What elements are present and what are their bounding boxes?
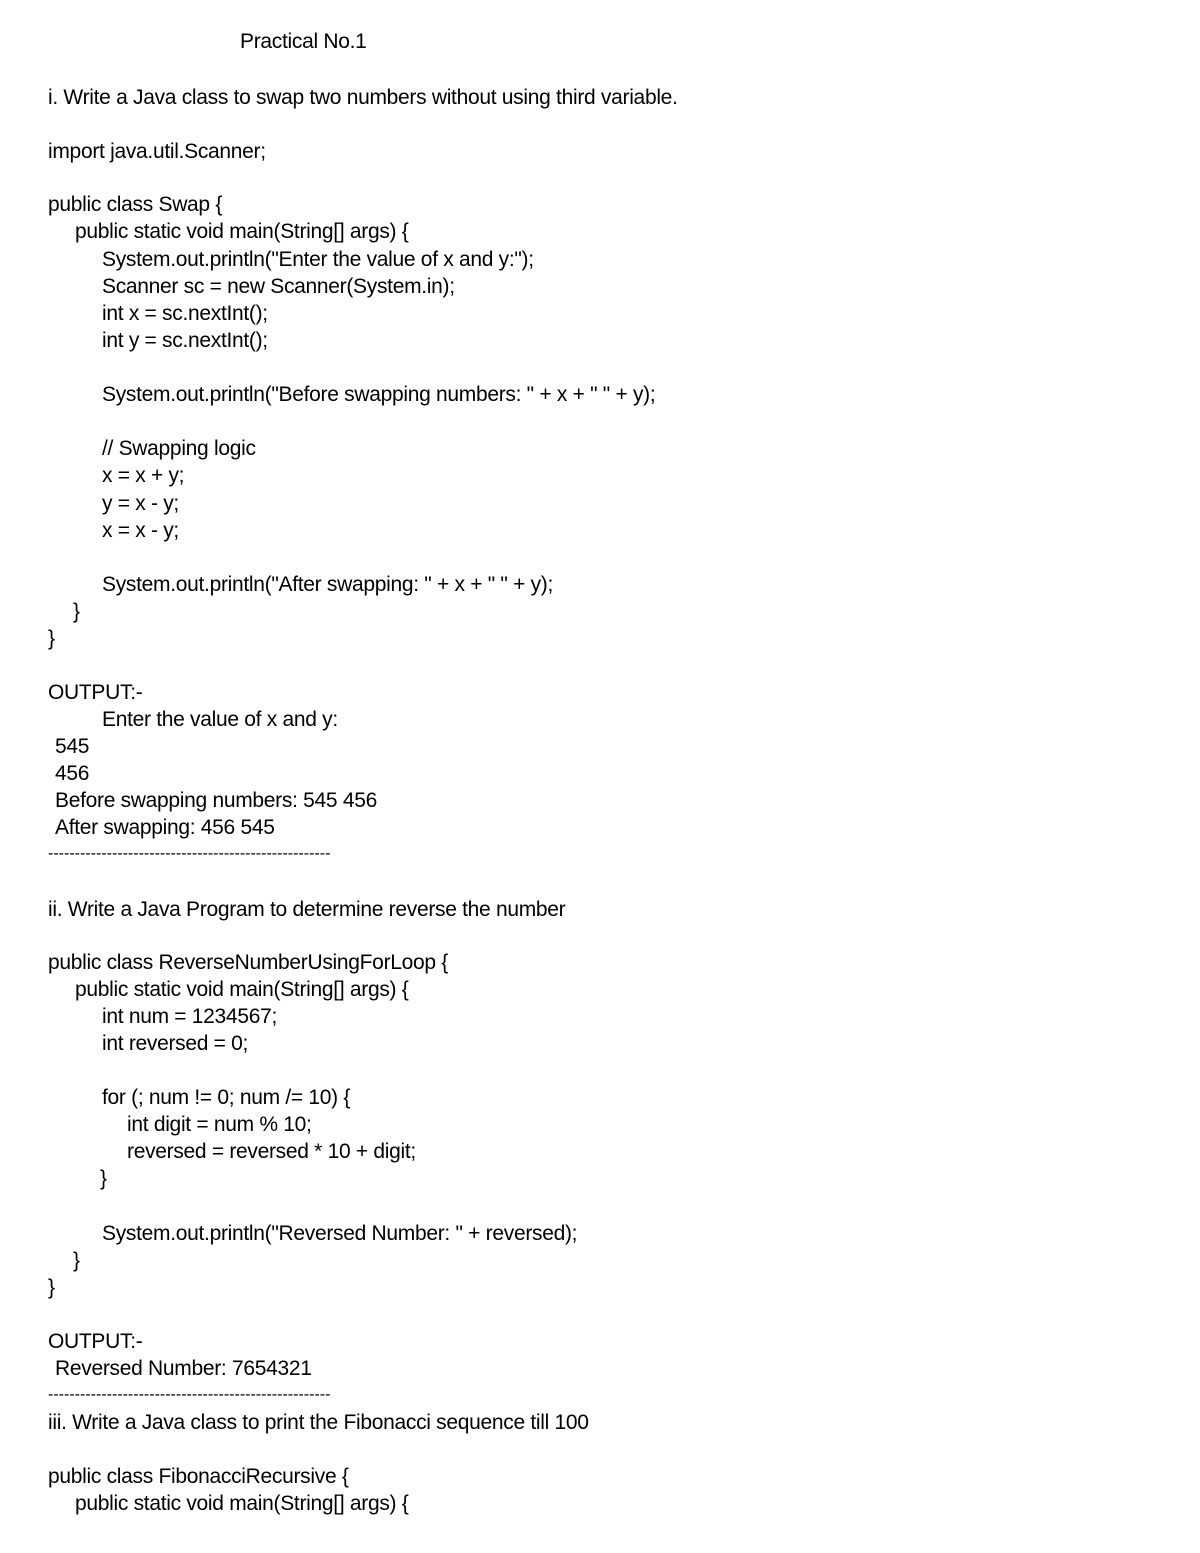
output-line: Before swapping numbers: 545 456 [55, 789, 377, 812]
code-line: } [48, 627, 55, 650]
output-line: Reversed Number: 7654321 [55, 1357, 312, 1380]
code-line: } [100, 1167, 107, 1190]
code-line: x = x - y; [102, 519, 179, 542]
code-line: System.out.println("Enter the value of x and y:"); [102, 248, 534, 271]
code-line: int digit = num % 10; [127, 1113, 312, 1136]
output-line: 456 [55, 762, 90, 785]
output-line: After swapping: 456 545 [55, 816, 275, 839]
output-label: OUTPUT:- [48, 1330, 143, 1353]
question-2: ii. Write a Java Program to determine reverse the number [48, 898, 566, 921]
code-line: public class ReverseNumberUsingForLoop { [48, 951, 449, 974]
output-line: 545 [55, 735, 90, 758]
code-line: public class Swap { [48, 193, 223, 216]
question-1: i. Write a Java class to swap two numbers without using third variable. [48, 86, 678, 109]
output-line: Enter the value of x and y: [102, 708, 338, 731]
code-line: public class FibonacciRecursive { [48, 1465, 349, 1488]
code-line: y = x - y; [102, 492, 179, 515]
code-line: int x = sc.nextInt(); [102, 302, 268, 325]
code-line: int reversed = 0; [102, 1032, 249, 1055]
code-line: } [73, 1249, 80, 1272]
code-line: x = x + y; [102, 464, 185, 487]
code-line: int y = sc.nextInt(); [102, 329, 268, 352]
code-line: int num = 1234567; [102, 1005, 277, 1028]
code-line: public static void main(String[] args) { [75, 1492, 409, 1515]
code-line: for (; num != 0; num /= 10) { [102, 1086, 351, 1109]
code-line: import java.util.Scanner; [48, 140, 266, 163]
code-line: public static void main(String[] args) { [75, 220, 409, 243]
code-line: } [48, 1276, 55, 1299]
code-comment: // Swapping logic [102, 437, 256, 460]
code-line: reversed = reversed * 10 + digit; [127, 1140, 416, 1163]
separator: ----------------------------------------------------- [48, 1386, 331, 1403]
page-title: Practical No.1 [240, 30, 367, 53]
code-line: } [73, 600, 80, 623]
code-line: System.out.println("Before swapping numbers: " + x + " " + y); [102, 383, 656, 406]
code-line: Scanner sc = new Scanner(System.in); [102, 275, 455, 298]
code-line: public static void main(String[] args) { [75, 978, 409, 1001]
separator: ----------------------------------------------------- [48, 845, 331, 862]
question-3: iii. Write a Java class to print the Fibonacci sequence till 100 [48, 1411, 589, 1434]
code-line: System.out.println("After swapping: " + x + " " + y); [102, 573, 554, 596]
code-line: System.out.println("Reversed Number: " + reversed); [102, 1222, 578, 1245]
output-label: OUTPUT:- [48, 681, 143, 704]
